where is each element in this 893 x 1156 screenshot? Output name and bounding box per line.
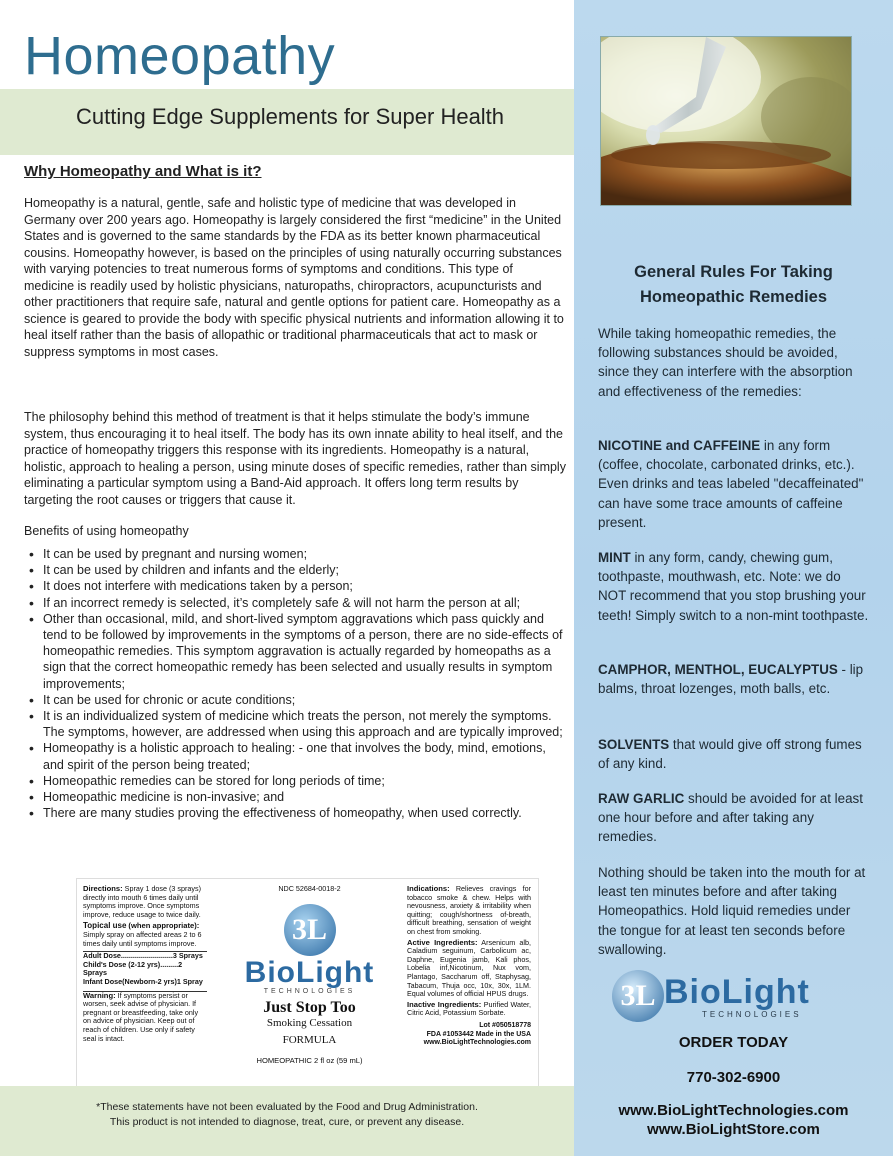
label-right-column (407, 885, 531, 1048)
rule-item (598, 548, 870, 625)
brand-name: BioLight (244, 955, 375, 989)
warning-title: Warning: (83, 990, 116, 1000)
intro-paragraph: Homeopathy is a natural, gentle, safe and holistic type of medicine that was developed in Germany over 200 years ago. Homeopathy is largely considered the first “medicine” in the United States and is governed to the same standards by the FDA as its better known pharmaceutical cousins. Homeopathy however, is based on the principles of using naturally occurring substances with varying potencies to treat numerous forms of symptoms and conditions. This type of medicine is readily used by holistic physicians, naturopaths, chiropractors, acupuncturists and other practitioners that require safe, natural and gentle options for patient care. Homeopathy as a science is geared to provide the body with specific physical nutrients and information allowing it to heal itself rather than the basis of allopathic or traditional pharmaceuticals that act to mask or suppress symptoms in most cases. (24, 196, 564, 359)
product-sub2: FORMULA (282, 1033, 337, 1046)
label-website: www.BioLightTechnologies.com (423, 1039, 531, 1047)
warning-text: If symptoms persist or worsen, seek advise of physician. If pregnant or breastfeeding, take only on advice of physician. Keep out of reach of children. Use only if safety seal is intact. (83, 990, 199, 1043)
ndc-number: NDC 52684-0018-2 (278, 884, 341, 893)
benefits-label: Benefits of using homeopathy (24, 524, 189, 538)
list-item: • Homeopathic remedies can be stored for long periods of time; (24, 773, 569, 789)
indications-title: Indications: (407, 884, 450, 893)
active-text: Arsenicum alb, Caladium seguinum, Carbolicum ac, Daphne, Eugenia jamb, Kali phos, Lobelia inf,Nicotinum, Nux vom, Plantago, Saccharum off, Staphysag, Tabacum, Thuja occ, 10x, 30x, 1LM. Equal volumes of official HPUS drugs. (407, 937, 531, 999)
directions-title: Directions: (83, 884, 123, 893)
rules-heading-line-2: Homeopathic Remedies (639, 288, 828, 306)
order-today: ORDER TODAY (678, 1034, 789, 1051)
page-title: Homeopathy (24, 26, 336, 86)
list-item: • It can be used by children and infants and the elderly; (24, 562, 569, 578)
rules-heading (574, 260, 893, 310)
inactive-text: Purified Water, Citric Acid, Potassium Sorbate. (407, 999, 531, 1018)
list-item: • It can be used for chronic or acute conditions; (24, 692, 569, 708)
rule-item (598, 789, 870, 847)
list-item: • It is an individualized system of medicine which treats the person, not merely the symptoms. The symptoms, however, are addressed when using this approach and are typically improved; (24, 708, 569, 740)
logo-tech: TECHNOLOGIES (702, 1010, 802, 1019)
dropper-photo (600, 36, 852, 206)
rule-text: in any form, candy, chewing gum, toothpaste, mouthwash, etc. Note: we do NOT recommend that you stop brushing your teeth! Simply switch to a non-mint toothpaste. (598, 550, 869, 623)
rule-keyword: CAMPHOR, MENTHOL, EUCALYPTUS (598, 662, 838, 677)
list-item: • Homeopathy is a holistic approach to healing: - one that involves the body, mind, emotions, and spirit of the person being treated; (24, 740, 569, 772)
biolight-logo-icon: 3L (612, 970, 664, 1022)
section-heading: Why Homeopathy and What is it? (24, 163, 262, 180)
rule-keyword: NICOTINE and CAFFEINE (598, 438, 761, 453)
biolight-logo-icon: 3L (284, 904, 336, 956)
rules-heading-line-1: General Rules For Taking (634, 263, 833, 281)
rule-keyword: RAW GARLIC (598, 791, 685, 806)
label-left-column (83, 885, 207, 1043)
list-item: • There are many studies proving the effectiveness of homeopathy, when used correctly. (24, 805, 569, 821)
product-volume: HOMEOPATHIC 2 fl oz (59 mL) (256, 1055, 363, 1065)
dose-child: Child's Dose (2-12 yrs).........2 Sprays (83, 959, 183, 978)
rule-text: that would give off strong fumes of any kind. (598, 737, 862, 772)
list-item: • It can be used by pregnant and nursing women; (24, 546, 569, 562)
dropper-image-icon (601, 37, 851, 205)
list-item: • It does not interfere with medications taken by a person; (24, 578, 569, 594)
topical-title: Topical use (83, 921, 127, 931)
active-title: Active Ingredients: (407, 937, 478, 947)
topical-text: Simply spray on affected areas 2 to 6 times daily until symptoms improve. (83, 929, 202, 948)
website-link-2[interactable]: www.BioLightStore.com (647, 1121, 820, 1138)
label-center-column (217, 885, 402, 1065)
dose-infant: Infant Dose(Newborn-2 yrs)1 Spray (83, 976, 203, 986)
disclaimer-line-2: This product is not intended to diagnose, treat, cure, or prevent any disease. (109, 1115, 465, 1128)
benefits-list (24, 546, 569, 821)
indications-text: Relieves cravings for tobacco smoke & chew. Helps with nevousness, anxiety & irritability when quitting; cough/shortness of-breath, difficult breathing, sensation of weight on chest from smoking. (407, 884, 531, 936)
lot-number: Lot #050518778 (479, 1021, 531, 1029)
page-subtitle: Cutting Edge Supplements for Super Health (76, 104, 505, 129)
inactive-title: Inactive Ingredients: (407, 999, 482, 1009)
fda-number: FDA #1053442 Made in the USA (426, 1030, 531, 1038)
disclaimer-line-1: *These statements have not been evaluated by the Food and Drug Administration. (96, 1101, 478, 1113)
rule-item (598, 660, 870, 698)
directions-text: Spray 1 dose (3 sprays) directly into mouth 6 times daily until symptoms improve. Once symptoms improve, reduce usage to twice daily. (83, 884, 201, 919)
rule-text: - lip balms, throat lozenges, moth balls, etc. (598, 662, 864, 697)
product-name: Just Stop Too (263, 999, 356, 1017)
logo-brand: BioLight (664, 973, 810, 1011)
list-item: • Other than occasional, mild, and short-lived symptom aggravations which pass quickly and tend to be followed by improvements in the symptoms of a person, there are no side-effects of homeopathic remedies. This symptom aggravation is actually regarded by homeopaths as a sign that the correct homeopathic remedy has been selected and usually results in symptom improvements; (24, 611, 569, 692)
rule-text: should be avoided for at least one hour before and after taking any remedies. (598, 791, 863, 845)
rule-text: in any form (coffee, chocolate, carbonated drinks, etc.). Even drinks and teas labeled "decaffeinated" can have some trace amounts of caffeine present. (598, 438, 864, 530)
rule-item (598, 436, 870, 532)
rule-item (598, 735, 870, 773)
philosophy-paragraph: The philosophy behind this method of treatment is that it helps stimulate the body’s immune system, thus encouraging it to heal itself. The body has its own innate ability to heal itself, and the practice of homeopathy triggers this response with its ingredients. Homeopathy is a natural, holistic, approach to healing a person, using minute doses of specific remedies, rather than simply eliminating a particular symptom using a Band-Aid approach. It offers long term results by targeting the root causes or triggers that cause it. (24, 410, 566, 507)
topical-note: (when appropriate): (128, 921, 200, 931)
disclaimer (0, 1100, 574, 1129)
product-sub1: Smoking Cessation (266, 1016, 353, 1029)
rule-keyword: SOLVENTS (598, 737, 670, 752)
dose-adult: Adult Dose..........................3 Sprays (83, 951, 203, 961)
rules-intro: While taking homeopathic remedies, the following substances should be avoided, since they can interfere with the absorption and effectiveness of the remedies: (598, 326, 853, 399)
rule-keyword: MINT (598, 550, 631, 565)
brand-tech: TECHNOLOGIES (263, 987, 356, 995)
product-label (76, 878, 539, 1087)
list-item: • If an incorrect remedy is selected, it’s completely safe & will not harm the person at all; (24, 595, 569, 611)
phone-number[interactable]: 770-302-6900 (686, 1069, 781, 1086)
biolight-logo (612, 968, 852, 1024)
list-item: • Homeopathic medicine is non-invasive; and (24, 789, 569, 805)
website-link-1[interactable]: www.BioLightTechnologies.com (618, 1102, 849, 1119)
rules-closing: Nothing should be taken into the mouth for at least ten minutes before and after taking Homeopathics. Hold liquid remedies under the tongue for at least ten seconds before swallowing. (598, 865, 866, 957)
